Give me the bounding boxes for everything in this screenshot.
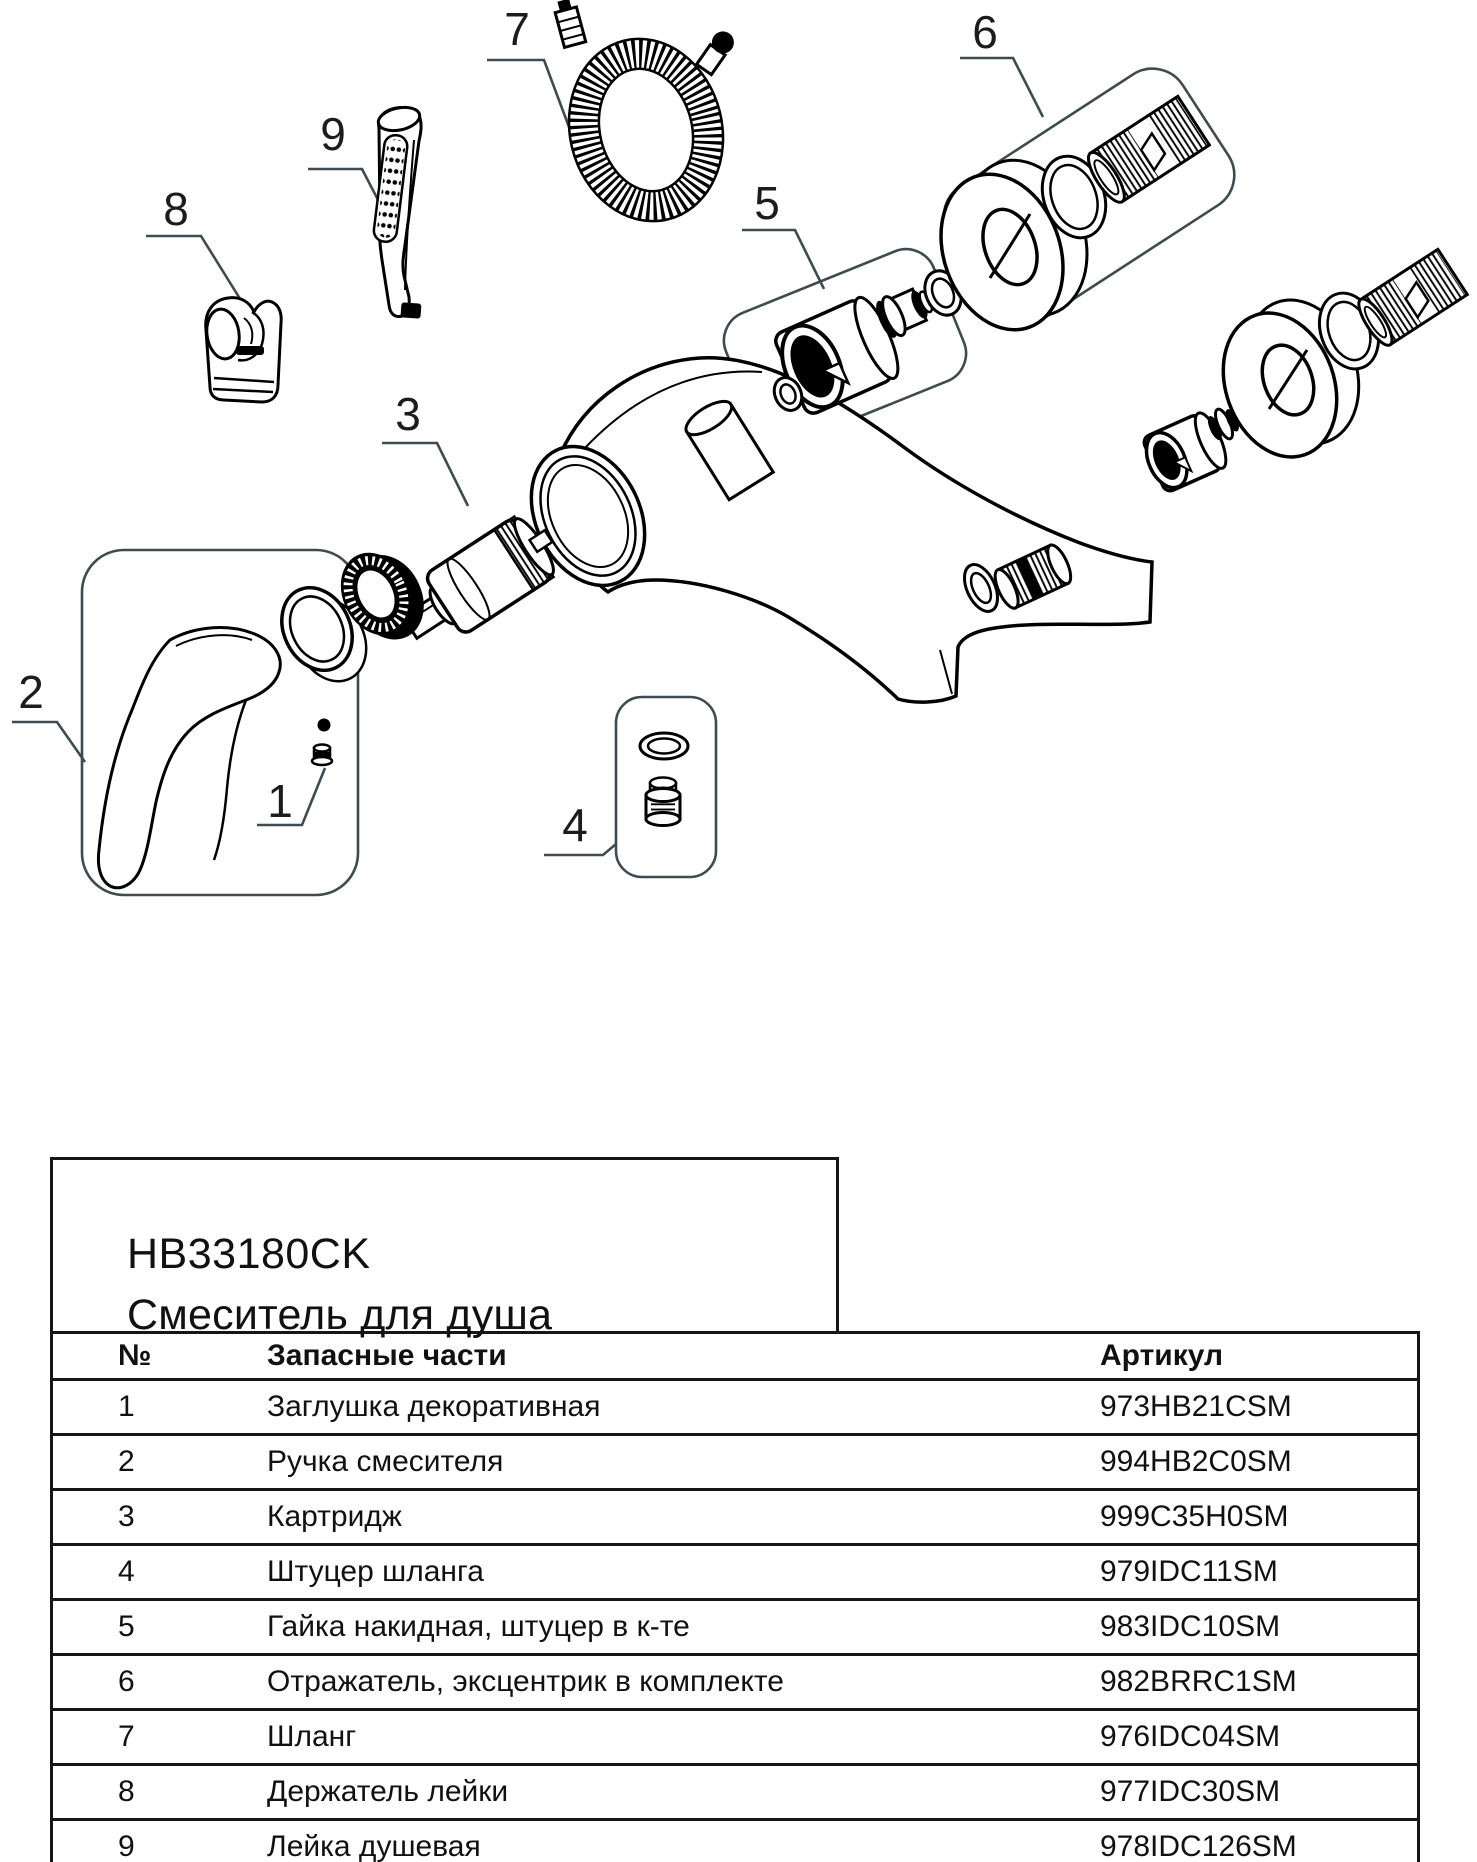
header-article: Артикул [1100, 1339, 1224, 1372]
cell-article: 978IDC126SM [1100, 1830, 1297, 1862]
union-nut-kit [769, 265, 968, 417]
cell-part: Ручка смесителя [267, 1445, 504, 1478]
cell-number: 8 [118, 1775, 135, 1808]
cell-part: Картридж [267, 1500, 402, 1533]
table-row [53, 1653, 1417, 1708]
table-row [53, 1763, 1417, 1818]
callout-7: 7 [504, 3, 530, 55]
cell-part: Гайка накидная, штуцер в к-те [267, 1610, 690, 1643]
table-row [53, 1598, 1417, 1653]
cell-number: 9 [118, 1830, 135, 1862]
callout-1: 1 [267, 775, 293, 827]
callout-8: 8 [163, 183, 189, 235]
cell-number: 6 [118, 1665, 135, 1698]
cell-number: 3 [118, 1500, 135, 1533]
table-row [53, 1488, 1417, 1543]
callout-6: 6 [972, 6, 998, 58]
table-row [53, 1543, 1417, 1598]
cell-number: 7 [118, 1720, 135, 1753]
cell-article: 982BRRC1SM [1100, 1665, 1297, 1698]
shower-holder [204, 298, 282, 402]
hose [550, 0, 742, 238]
table-row [53, 1433, 1417, 1488]
callout-2: 2 [18, 666, 44, 718]
header-part: Запасные части [267, 1339, 507, 1372]
decorative-plug [312, 719, 332, 766]
hose-end-fitting [695, 27, 738, 76]
spec-panel [50, 1157, 1420, 1862]
escutcheon-kit [920, 96, 1209, 347]
table-row [53, 1818, 1417, 1862]
product-code: HB33180CK [127, 1230, 371, 1278]
callout-5: 5 [754, 177, 780, 229]
hose-connector-kit [640, 733, 688, 826]
callout-3: 3 [395, 388, 421, 440]
cell-article: 983IDC10SM [1100, 1610, 1281, 1643]
hose-nut [553, 0, 586, 47]
cell-article: 973HB21CSM [1100, 1390, 1292, 1423]
product-name: Смеситель для душа [127, 1291, 553, 1340]
table-row [53, 1378, 1417, 1433]
hand-shower [373, 104, 422, 319]
cell-article: 976IDC04SM [1100, 1720, 1281, 1753]
cell-article: 979IDC11SM [1100, 1555, 1278, 1588]
cell-number: 4 [118, 1555, 135, 1588]
cell-part: Заглушка декоративная [267, 1390, 601, 1423]
parts-table [50, 1331, 1420, 1862]
cell-number: 1 [118, 1390, 135, 1423]
mixer-body [509, 358, 1152, 702]
cell-number: 2 [118, 1445, 135, 1478]
cell-part: Штуцер шланга [267, 1555, 484, 1588]
cell-part: Держатель лейки [267, 1775, 509, 1808]
table-row [53, 1708, 1417, 1763]
cell-part: Шланг [267, 1720, 357, 1753]
product-title-box [50, 1157, 839, 1340]
cell-number: 5 [118, 1610, 135, 1643]
callout-9: 9 [320, 108, 346, 160]
cell-article: 994HB2C0SM [1100, 1445, 1292, 1478]
header-number: № [118, 1339, 152, 1372]
cell-article: 999C35H0SM [1100, 1500, 1289, 1533]
callout-4: 4 [562, 799, 588, 851]
handle [98, 628, 280, 888]
cell-article: 977IDC30SM [1100, 1775, 1281, 1808]
cell-part: Отражатель, эксцентрик в комплекте [267, 1665, 784, 1698]
cell-part: Лейка душевая [267, 1830, 481, 1862]
table-header-row [53, 1334, 1417, 1378]
